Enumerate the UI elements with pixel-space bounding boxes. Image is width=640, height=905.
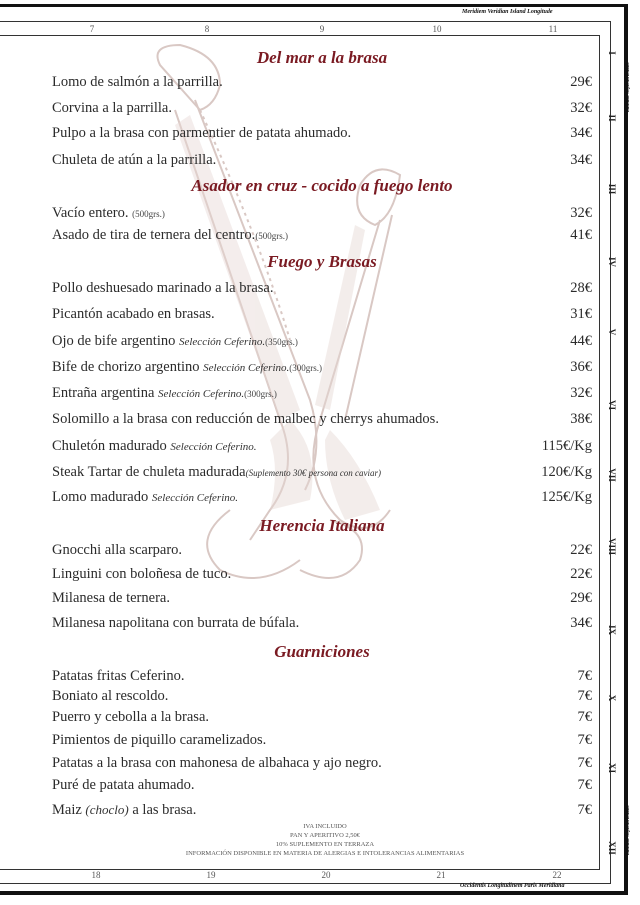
item-selection: Selección Ceferino.: [158, 388, 245, 400]
item-price: 31€: [570, 306, 592, 322]
item-price: 7€: [577, 777, 592, 793]
item-price: 7€: [577, 802, 592, 818]
bottom-ruler-number: 21: [436, 870, 446, 880]
item-price: 7€: [577, 668, 592, 684]
item-weight-note: (500grs.): [132, 209, 165, 219]
section-title-guarniciones: Guarniciones: [274, 642, 370, 661]
item-price: 34€: [570, 615, 592, 631]
item-name: Pimientos de piquillo caramelizados.: [52, 732, 267, 748]
item-name: Puerro y cebolla a la brasa.: [52, 709, 210, 725]
section-title-del-mar: Del mar a la brasa: [256, 48, 388, 67]
footer-notes: [110, 822, 540, 858]
bottom-ruler-number: 18: [91, 870, 101, 880]
item-name: Linguini con boloñesa de tuco.: [52, 566, 232, 582]
top-ruler-number: 11: [548, 24, 558, 34]
item-name: Steak Tartar de chuleta madurada: [52, 464, 246, 480]
footer-line-iva: IVA INCLUIDO: [303, 823, 347, 830]
item-price: 120€/Kg: [541, 464, 592, 480]
item-name: Boniato al rescoldo.: [52, 688, 169, 704]
top-ruler-number: 7: [89, 24, 95, 34]
item-price: 29€: [570, 74, 592, 90]
frame-border-bottom: [0, 891, 628, 895]
item-price: 29€: [570, 590, 592, 606]
side-roman-numeral: VI: [607, 399, 617, 410]
section-title-asador: Asador en cruz - cocido a fuego lento: [191, 176, 453, 195]
item-price: 32€: [570, 100, 592, 116]
item-weight-note: (300grs.): [244, 389, 277, 399]
item-price: 115€/Kg: [541, 438, 592, 454]
item-price: 34€: [570, 152, 592, 168]
side-latitude-caption: Latitude Septentrionalis: [626, 62, 631, 112]
item-name: Pollo deshuesado marinado a la brasa.: [52, 280, 274, 296]
item-price: 28€: [570, 280, 592, 296]
item-name: Patatas fritas Ceferino.: [52, 668, 185, 684]
footer-line-terrace: 10% SUPLEMENTO EN TERRAZA: [275, 841, 375, 848]
item-name: Solomillo a la brasa con reducción de malbec y cherrys ahumados.: [52, 411, 439, 427]
item-selection: Selección Ceferino.: [151, 492, 239, 504]
side-roman-numeral: XI: [607, 762, 617, 773]
item-selection: Selección Ceferino.: [178, 336, 266, 348]
item-name: Milanesa napolitana con burrata de búfala.: [52, 615, 300, 631]
top-ruler-number: 8: [204, 24, 210, 34]
side-roman-numeral: X: [607, 694, 617, 702]
item-price: 32€: [570, 205, 592, 221]
item-price: 34€: [570, 125, 592, 141]
item-name-suffix: a las brasa.: [132, 802, 197, 818]
item-price: 41€: [570, 227, 592, 243]
bottom-ruler-number: 22: [552, 870, 562, 880]
item-price: 38€: [570, 411, 592, 427]
bottom-longitude-caption: Occidentis Longitudinem Paris Meridiana: [460, 883, 565, 889]
item-price: 44€: [570, 333, 592, 349]
item-selection: Selección Ceferino.: [203, 362, 290, 374]
item-name: Gnocchi alla scarparo.: [52, 542, 183, 558]
side-roman-numeral: IV: [607, 256, 617, 267]
item-name: Lomo de salmón a la parrilla.: [52, 74, 223, 90]
item-name: Chuletón madurado: [52, 438, 167, 454]
item-price: 32€: [570, 385, 592, 401]
item-selection: (choclo): [85, 802, 129, 817]
item-name: Maiz: [52, 802, 82, 818]
side-roman-numeral: I: [607, 51, 617, 55]
item-name: Vacío entero.: [52, 205, 129, 221]
item-name: Ojo de bife argentino: [52, 333, 176, 349]
side-roman-numeral: V: [607, 328, 617, 336]
item-supplement: (Suplemento 30€ persona con caviar): [245, 468, 382, 478]
item-name: Pulpo a la brasa con parmentier de patata ahumado.: [52, 125, 352, 141]
item-price: 7€: [577, 732, 592, 748]
frame-border-top: [0, 4, 625, 7]
item-price: 22€: [570, 566, 592, 582]
item-name: Bife de chorizo argentino: [52, 359, 200, 375]
item-price: 36€: [570, 359, 592, 375]
side-roman-numeral: II: [607, 114, 617, 122]
section-title-fuego-brasas: Fuego y Brasas: [267, 252, 377, 271]
side-roman-numeral: VIII: [607, 538, 617, 556]
item-name: Chuleta de atún a la parrilla.: [52, 152, 217, 168]
item-price: 7€: [577, 755, 592, 771]
item-price: 22€: [570, 542, 592, 558]
top-longitude-caption: Meridiem Veridian Island Longitude: [462, 9, 553, 15]
bottom-ruler-number: 19: [206, 870, 216, 880]
side-roman-numeral: III: [607, 183, 617, 195]
item-weight-note: (350grs.): [265, 337, 298, 347]
item-name: Corvina a la parrilla.: [52, 100, 172, 116]
item-name: Puré de patata ahumado.: [52, 777, 195, 793]
item-name: Patatas a la brasa con mahonesa de albahaca y ajo negro.: [52, 755, 382, 771]
item-name: Entraña argentina: [52, 385, 155, 401]
top-ruler-number: 9: [319, 24, 325, 34]
item-weight-note: (500grs.): [255, 231, 289, 241]
side-roman-numeral: VII: [607, 468, 617, 482]
frame-border-right: [624, 4, 628, 894]
item-selection: Selección Ceferino.: [170, 441, 257, 453]
top-ruler-number: 10: [432, 24, 442, 34]
section-title-herencia-italiana: Herencia Italiana: [259, 516, 385, 535]
item-price: 7€: [577, 688, 592, 704]
side-latitude-caption: Latitude Septentrionalis: [626, 805, 631, 855]
item-price: 7€: [577, 709, 592, 725]
item-name: Lomo madurado: [52, 489, 149, 505]
bottom-ruler-number: 20: [321, 870, 331, 880]
side-roman-numeral: IX: [607, 624, 617, 635]
item-name: Asado de tira de ternera del centro.: [52, 227, 256, 243]
item-price: 125€/Kg: [541, 489, 592, 505]
footer-line-allergens: INFORMACIÓN DISPONIBLE EN MATERIA DE ALERGIAS E INTOLERANCIAS ALIMENTARIAS: [185, 850, 465, 857]
item-name: Milanesa de ternera.: [52, 590, 170, 606]
side-roman-numeral: XII: [607, 841, 617, 855]
footer-line-bread: PAN Y APERITIVO 2,50€: [289, 832, 361, 839]
item-weight-note: (300grs.): [289, 363, 323, 373]
item-name: Picantón acabado en brasas.: [52, 306, 215, 322]
